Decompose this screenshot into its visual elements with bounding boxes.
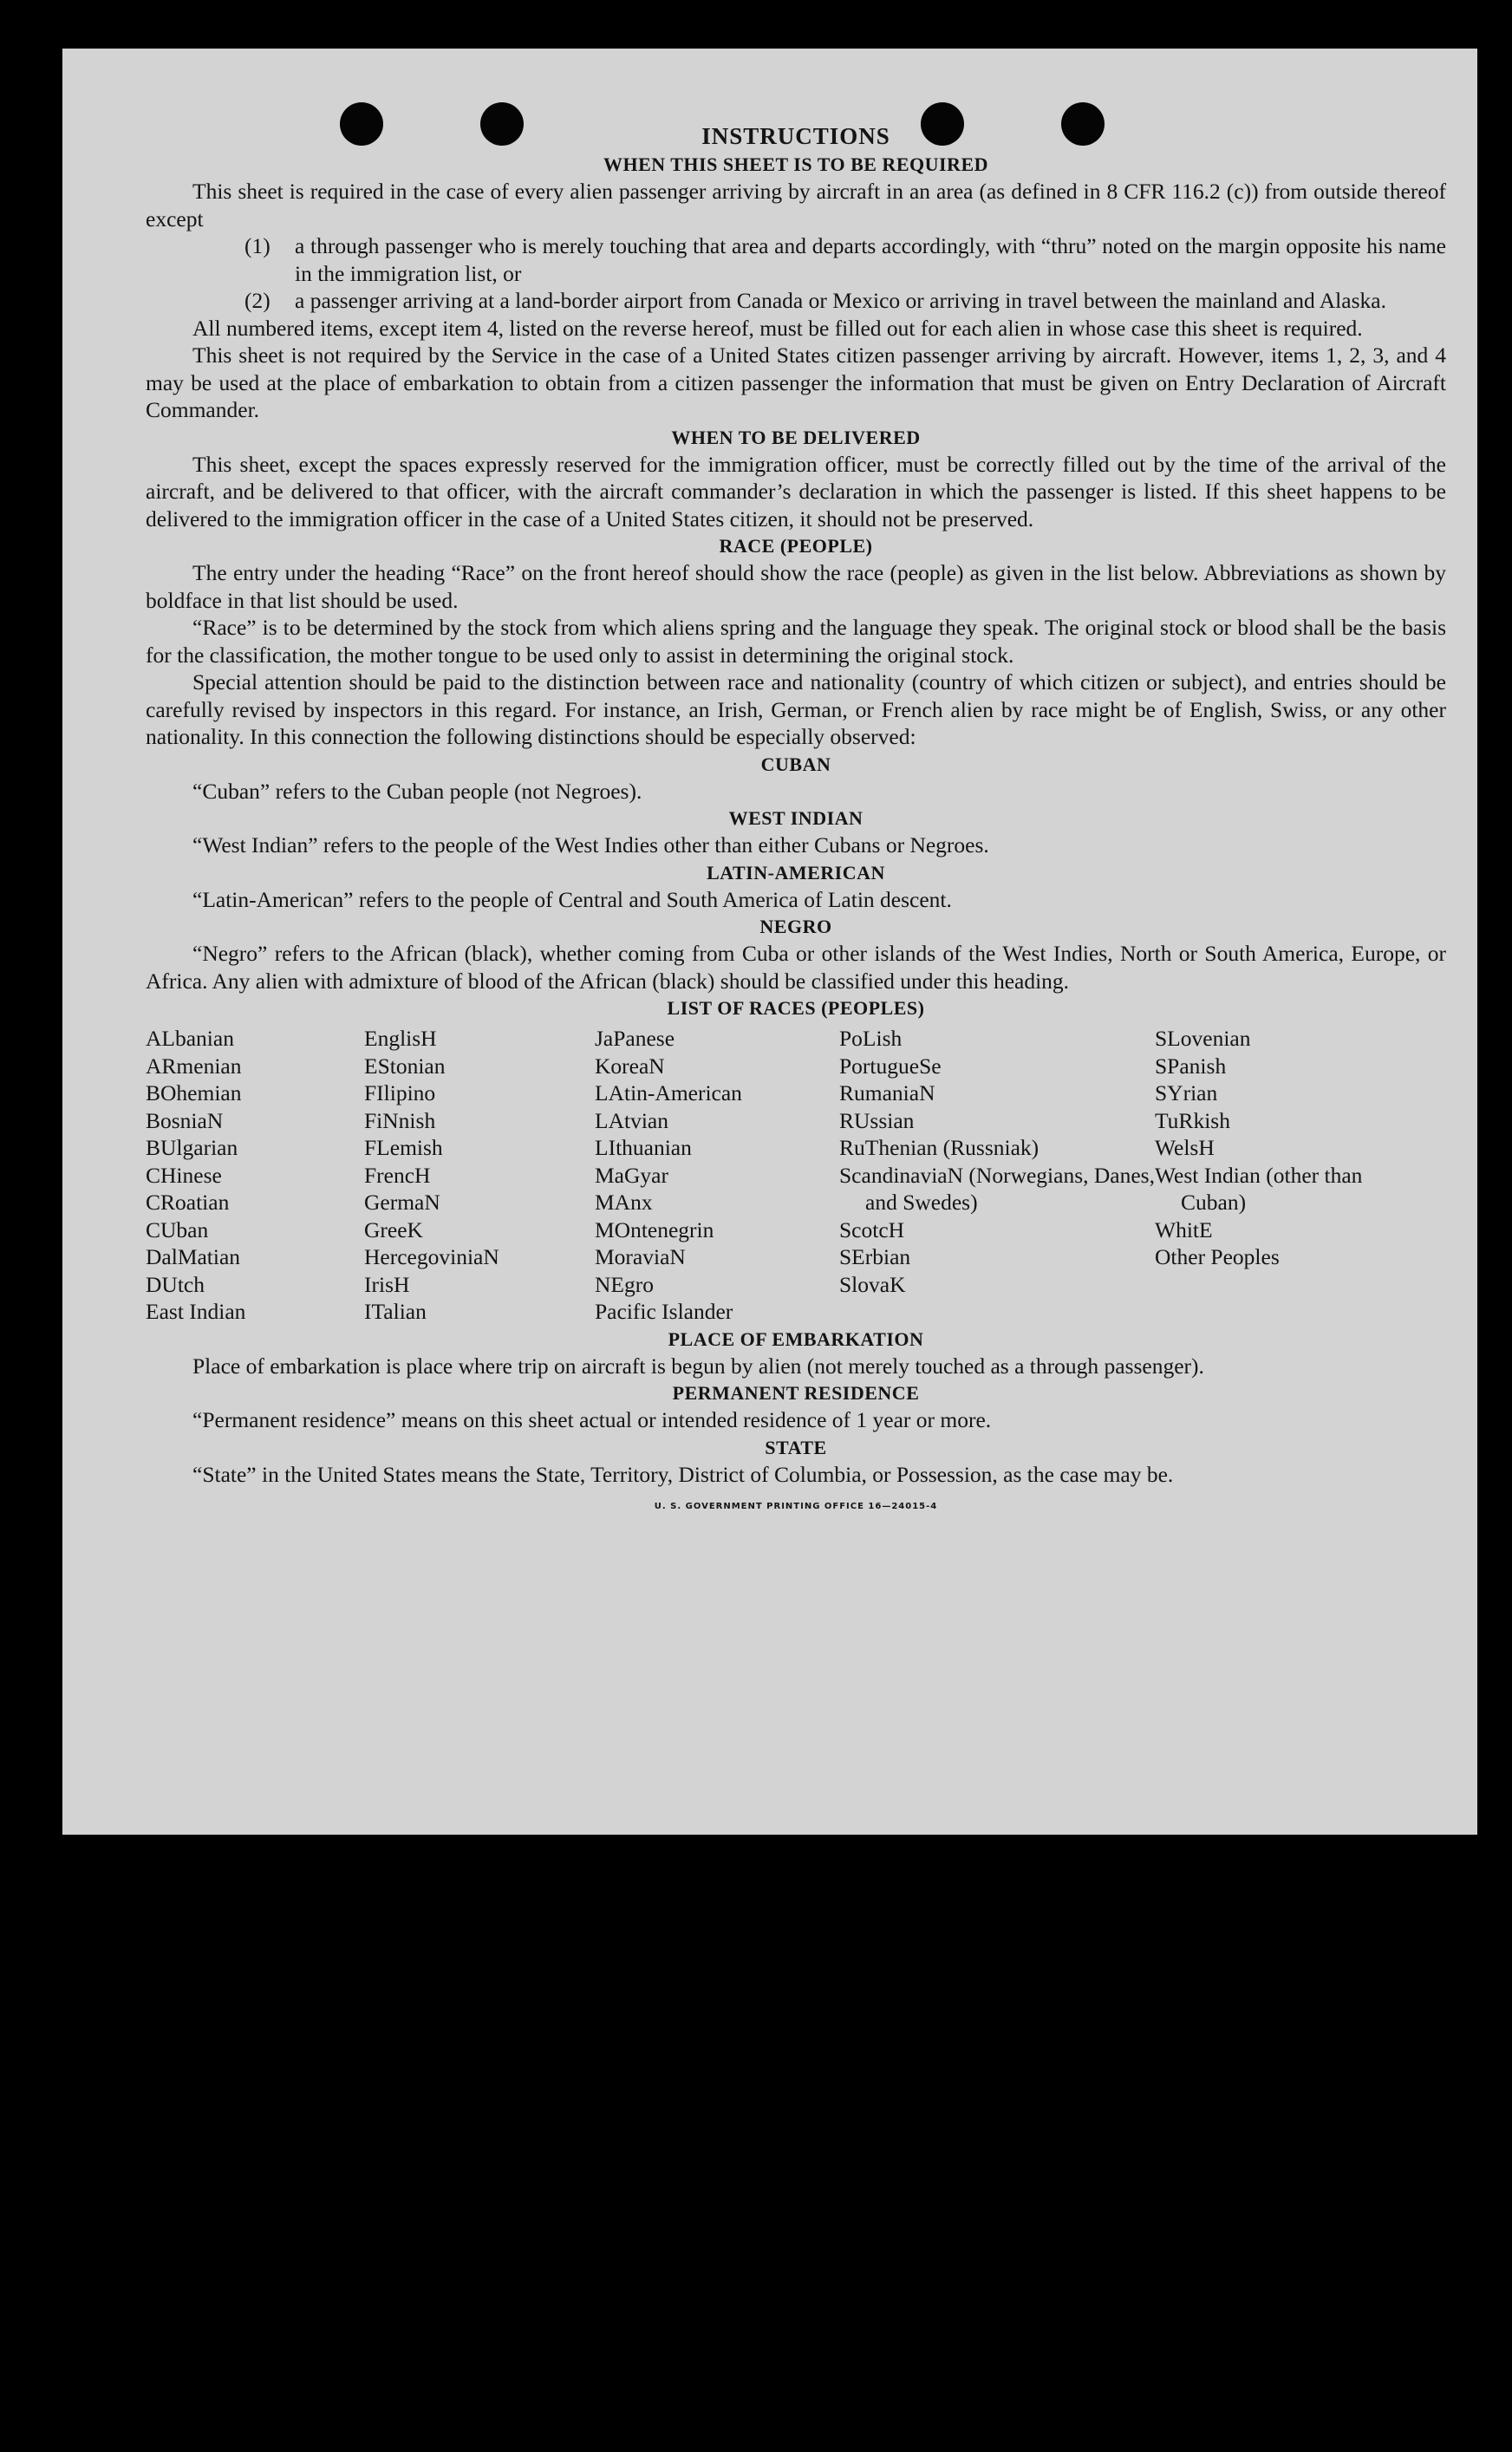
section-heading: WHEN TO BE DELIVERED [671, 426, 921, 448]
race-column [839, 1025, 1155, 1326]
paragraph: “Permanent residence” means on this sheet actual or intended residence of 1 year or more. [192, 1407, 992, 1432]
race-item: JaPanese [595, 1026, 675, 1051]
race-item: SErbian [839, 1244, 911, 1269]
race-item: MaGyar [595, 1162, 668, 1188]
paragraph: “State” in the United States means the State, Territory, District of Columbia, or Possession, as the case may be. [192, 1461, 1174, 1487]
paragraph: Place of embarkation is place where trip on aircraft is begun by alien (not merely touched as a through passenger). [192, 1353, 1204, 1379]
race-item: FIlipino [364, 1080, 436, 1105]
race-item: DUtch [146, 1271, 205, 1297]
race-item: CUban [146, 1216, 209, 1242]
printing-office-footer: U. S. GOVERNMENT PRINTING OFFICE 16—24015-4 [654, 1502, 938, 1511]
paragraph: Special attention should be paid to the distinction between race and nationality (country of which citizen or subject), and entries should be carefully revised by inspectors in this regard. For instance, an Irish, German, or French alien by race might be of English, Swiss, or any other nationality. In this connection the following distinctions should be especially observed: [146, 669, 1446, 749]
race-item: MoraviaN [595, 1244, 686, 1269]
document-sheet [62, 49, 1477, 1835]
instructions-content [146, 121, 1446, 1521]
race-item: West Indian (other than Cuban) [1155, 1162, 1363, 1215]
race-item: Pacific Islander [595, 1299, 733, 1324]
section-heading: WEST INDIAN [728, 807, 864, 829]
list-item [146, 232, 1446, 287]
item-number: (2) [244, 288, 270, 313]
paragraph: “West Indian” refers to the people of the West Indies other than either Cubans or Negroes. [192, 832, 989, 858]
race-item: ALbanian [146, 1026, 234, 1051]
race-item: HercegoviniaN [364, 1244, 499, 1269]
race-item: ScotcH [839, 1216, 905, 1242]
race-item: FLemish [364, 1135, 443, 1160]
paragraph: This sheet is required in the case of every alien passenger arriving by aircraft in an area (as defined in 8 CFR 116.2 (c)) from outside thereof except [146, 179, 1446, 232]
paragraph: “Latin-American” refers to the people of Central and South America of Latin descent. [192, 886, 952, 912]
race-item: PoLish [839, 1026, 903, 1051]
list-item [146, 287, 1446, 315]
race-item: RUssian [839, 1107, 915, 1133]
race-column [146, 1025, 364, 1326]
race-item: TuRkish [1155, 1107, 1230, 1133]
paragraph: “Cuban” refers to the Cuban people (not Negroes). [192, 778, 642, 804]
section-heading: LIST OF RACES (PEOPLES) [667, 997, 925, 1019]
paragraph: This sheet is not required by the Service in the case of a United States citizen passenger arriving by aircraft. However, items 1, 2, 3, and 4 may be used at the place of embarkation to obtain from a citizen passenger the information that must be given on Entry Declaration of Aircraft Commander. [146, 342, 1446, 422]
race-item: SLovenian [1155, 1026, 1251, 1051]
item-number: (1) [244, 233, 270, 258]
race-item: SPanish [1155, 1053, 1227, 1079]
race-item: RumaniaN [839, 1080, 935, 1105]
race-item: CRoatian [146, 1190, 230, 1215]
section-heading: PERMANENT RESIDENCE [672, 1382, 920, 1404]
item-text: a passenger arriving at a land-border airport from Canada or Mexico or arriving in travel between the mainland and Alaska. [295, 288, 1386, 313]
race-item: Other Peoples [1155, 1244, 1280, 1269]
race-item: NEgro [595, 1271, 654, 1297]
race-item: WhitE [1155, 1216, 1213, 1242]
race-item: ITalian [364, 1299, 427, 1324]
race-column [364, 1025, 595, 1326]
race-item: WelsH [1155, 1135, 1215, 1160]
page-title: INSTRUCTIONS [701, 123, 890, 149]
race-item: IrisH [364, 1271, 410, 1297]
race-item: DalMatian [146, 1244, 241, 1269]
paragraph: All numbered items, except item 4, listed on the reverse hereof, must be filled out for each alien in whose case this sheet is required. [192, 315, 1363, 341]
race-item: BOhemian [146, 1080, 242, 1105]
section-heading: CUBAN [760, 753, 831, 775]
race-item: CHinese [146, 1162, 222, 1188]
paragraph: This sheet, except the spaces expressly reserved for the immigration officer, must be correctly filled out by the time of the arrival of the aircraft, and be delivered to that officer, with the aircraft commander’s declaration in which the passenger is listed. If this sheet happens to be delivered to the immigration officer in the case of a United States citizen, it should not be preserved. [146, 451, 1446, 531]
race-item: ScandinaviaN (Norwegians, Danes, and Swedes) [839, 1162, 1155, 1215]
race-item: GreeK [364, 1216, 423, 1242]
race-list [146, 1025, 1446, 1326]
race-column [595, 1025, 839, 1326]
paragraph: The entry under the heading “Race” on the front hereof should show the race (people) as given in the list below. Abbreviations as shown by boldface in that list should be used. [146, 560, 1446, 613]
race-item: EnglisH [364, 1026, 437, 1051]
race-item: BosniaN [146, 1107, 224, 1133]
paragraph: “Race” is to be determined by the stock from which aliens spring and the language they speak. The original stock or blood shall be the basis for the classification, the mother tongue to be used only to assist in determining the original stock. [146, 615, 1446, 668]
section-heading: LATIN-AMERICAN [707, 861, 885, 884]
section-heading: PLACE OF EMBARKATION [668, 1327, 924, 1350]
race-item: BUlgarian [146, 1135, 238, 1160]
section-heading: NEGRO [759, 916, 832, 937]
section-heading: STATE [765, 1436, 827, 1458]
paragraph: “Negro” refers to the African (black), whether coming from Cuba or other islands of the West Indies, North or South America, Europe, or Africa. Any alien with admixture of blood of the African (black) should be classified under this heading. [146, 941, 1446, 994]
race-column [1155, 1025, 1380, 1326]
race-item: SYrian [1155, 1080, 1218, 1105]
race-item: LIthuanian [595, 1135, 692, 1160]
race-item: RuThenian (Russniak) [839, 1135, 1040, 1160]
race-item: LAtin-American [595, 1080, 742, 1105]
race-item: ARmenian [146, 1053, 242, 1079]
race-item: EStonian [364, 1053, 446, 1079]
race-item: GermaN [364, 1190, 440, 1215]
race-item: PortugueSe [839, 1053, 942, 1079]
race-item: LAtvian [595, 1107, 668, 1133]
race-item: SlovaK [839, 1271, 906, 1297]
race-item: MOntenegrin [595, 1216, 714, 1242]
section-heading: RACE (PEOPLE) [719, 535, 873, 557]
item-text: a through passenger who is merely touching that area and departs accordingly, with “thru” noted on the margin opposite his name in the immigration list, or [295, 233, 1446, 286]
race-item: MAnx [595, 1190, 653, 1215]
race-item: KoreaN [595, 1053, 665, 1079]
race-item: East Indian [146, 1299, 246, 1324]
race-item: FiNnish [364, 1107, 436, 1133]
section-heading: WHEN THIS SHEET IS TO BE REQUIRED [603, 153, 989, 175]
race-item: FrencH [364, 1162, 431, 1188]
